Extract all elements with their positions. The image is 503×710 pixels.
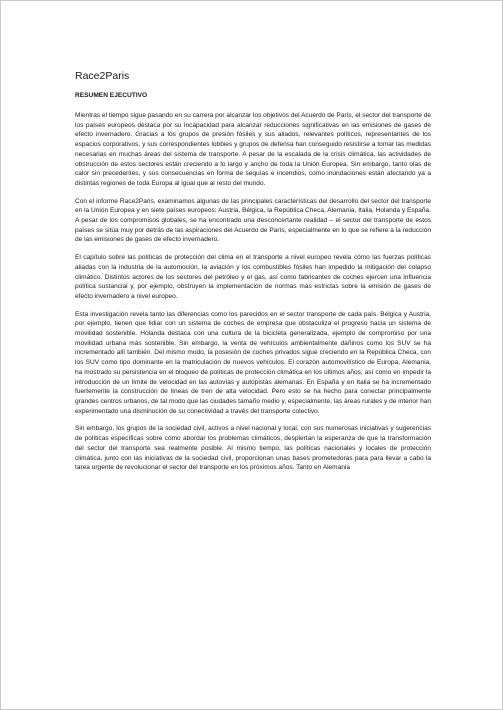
section-heading: RESUMEN EJECUTIVO bbox=[75, 92, 148, 99]
document-body bbox=[75, 69, 431, 481]
document-title: Race2Paris bbox=[75, 70, 130, 82]
paragraph-2: Con el informe Race2Paris, examinamos algunas de las principales características del desarrollo del sector del transporte en la Unión Europea y en siete países europeos: Austria, Bélgica, la República Checa, Alemania, Italia, Holanda y España. A pesar de los compromisos globales, se ha encontrado una desconcertante realidad – el sector del transporte de estos países se sitúa muy por detrás de las aspiraciones del Acuerdo de París, especialmente en lo que se refiere a la reducción de las emisiones de gases de efecto invernadero. bbox=[75, 197, 431, 244]
paragraph-3: El capítulo sobre las políticas de protección del clima en el transporte a nivel europeo revela cómo las fuerzas políticas aliadas con la industria de la automoción, la aviación y los combustibles fósiles han impedido la mitigación del colapso climático. Distintos actores de los sectores del petróleo y el gas, así como fabricantes de coches ejercen una influencia política sustancial y, por ejemplo, obstruyen la implementación de normas más estrictas sobre la emisión de gases de efecto invernadero a nivel europeo. bbox=[75, 254, 431, 300]
paragraph-1: Mientras el tiempo sigue pasando en su carrera por alcanzar los objetivos del Acuerdo de París, el sector del transporte de los países europeos destaca por su incapacidad para alcanzar reducciones significativas en las emisiones de gases de efecto invernadero. Gracias a los grupos de presión fósiles y sus aliados, relevantes políticos, representantes de los espacios corporativos, y sus correspondientes lobbies y grupos de defensa han conseguido resistirse a tomar las medidas necesarias en muchas áreas del sistema de transporte. A pesar de la escalada de la crisis climática, las actividades de obstrucción de estos sectores están creciendo a lo largo y ancho de toda la Unión Europea. Sin embargo, tanto olas de calor sin precedentes, y sus consecuencias en forma de sequías e incendios, como inundaciones están afectando ya a distintas regiones de toda Europa al igual que al resto del mundo. bbox=[75, 112, 431, 187]
paragraph-5: Sin embargo, los grupos de la sociedad civil, activos a nivel nacional y local, con sus numerosas iniciativas y sugerencias de políticas específicas sobre cómo abordar los problemas climáticos, despiertan la esperanza de que la transformación del sector del transporte sea realmente posible. Al mismo tiempo, las políticas nacionales y locales de protección climática, junto con las iniciativas de la sociedad civil, proporcionan unas bases prometedoras para para llevar a cabo la tarea urgente de revolucionar el sector del transporte en los próximos años. Tanto en Alemania bbox=[75, 425, 431, 472]
paragraph-4: Esta investigación revela tanto las diferencias como los parecidos en el sector transporte de cada país. Bélgica y Austria, por ejemplo, tienen que lidiar con un sistema de coches de empresa que obstaculiza el progreso hacia un sistema de movilidad sostenible. Holanda destaca con una cultura de la bicicleta generalizada, ejemplo de compromiso por una movilidad urbana más sostenible. Sin embargo, la venta de vehículos ambientalmente dañinos como los SUV se ha incrementado allí también. Del mismo modo, la posesión de coches privados sigue creciendo en la República Checa, con los SUV como tipo dominante en la matriculación de nuevos vehículos. El corazón automovilístico de Europa, Alemania, ha mostrado su persistencia en el bloqueo de políticas de protección climática en los últimos años, así como en impedir la introducción de un límite de velocidad en las autovías y autopistas alemanas. En España y en Italia se ha incrementado fuertemente la construcción de líneas de tren de alta velocidad. Pero esto se ha hecho para conectar principalmente grandes centros urbanos, de tal modo que las ciudades tamaño medio y, especialmente, las áreas rurales y de interior han experimentado una disminución de su conectividad a través del transporte colectivo. bbox=[75, 310, 431, 415]
